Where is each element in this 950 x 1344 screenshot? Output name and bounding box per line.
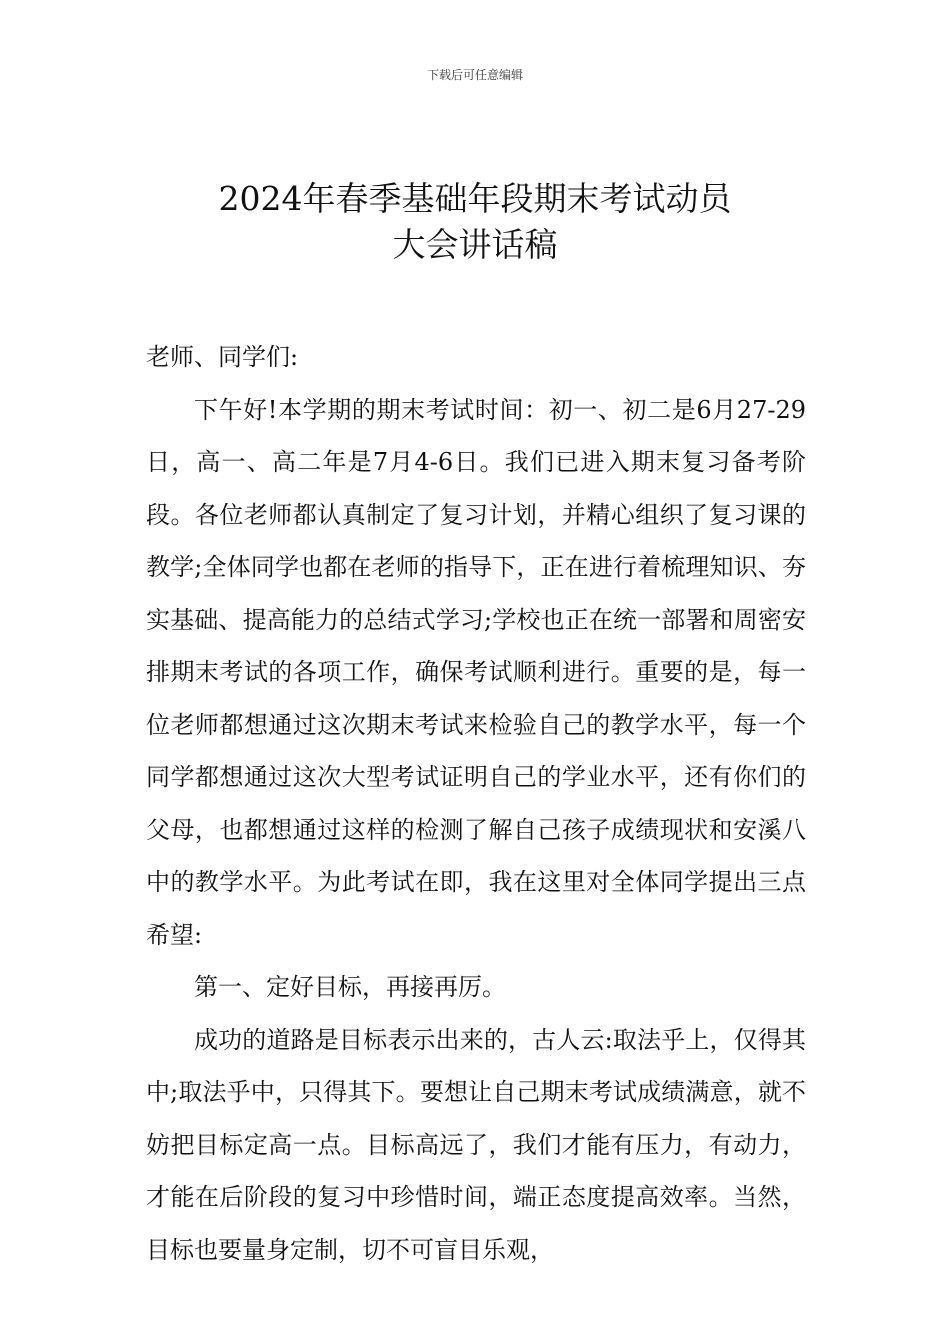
header-note: 下载后可任意编辑 bbox=[426, 68, 523, 82]
title-line-1: 2024年春季基础年段期末考试动员 bbox=[218, 179, 732, 218]
paragraph-point-one-heading: 第一、定好目标，再接再厉。 bbox=[194, 973, 506, 1001]
salutation: 老师、同学们: bbox=[146, 343, 299, 371]
document-title bbox=[0, 176, 950, 268]
document-body bbox=[146, 331, 806, 1276]
paragraph-intro: 下午好!本学期的期末考试时间：初一、初二是6月27-29日，高一、高二年是7月4-6日。我们已进入期末复习备考阶段。各位老师都认真制定了复习计划，并精心组织了复习课的教学;全体同学也都在老师的指导下，正在进行着梳理知识、夯实基础、提高能力的总结式学习;学校也正在统一部署和周密安排期末考试的各项工作，确保考试顺利进行。重要的是，每一位老师都想通过这次期末考试来检验自己的教学水平，每一个同学都想通过这次大型考试证明自己的学业水平，还有你们的父母，也都想通过这样的检测了解自己孩子成绩现状和安溪八中的教学水平。为此考试在即，我在这里对全体同学提出三点希望: bbox=[146, 395, 806, 949]
paragraph-point-one-body: 成功的道路是目标表示出来的，古人云:取法乎上，仅得其中;取法乎中，只得其下。要想让自己期末考试成绩满意，就不妨把目标定高一点。目标高远了，我们才能有压力，有动力，才能在后阶段的复习中珍惜时间，端正态度提高效率。当然，目标也要量身定制，切不可盲目乐观， bbox=[146, 1025, 806, 1264]
title-line-2: 大会讲话稿 bbox=[392, 225, 558, 264]
